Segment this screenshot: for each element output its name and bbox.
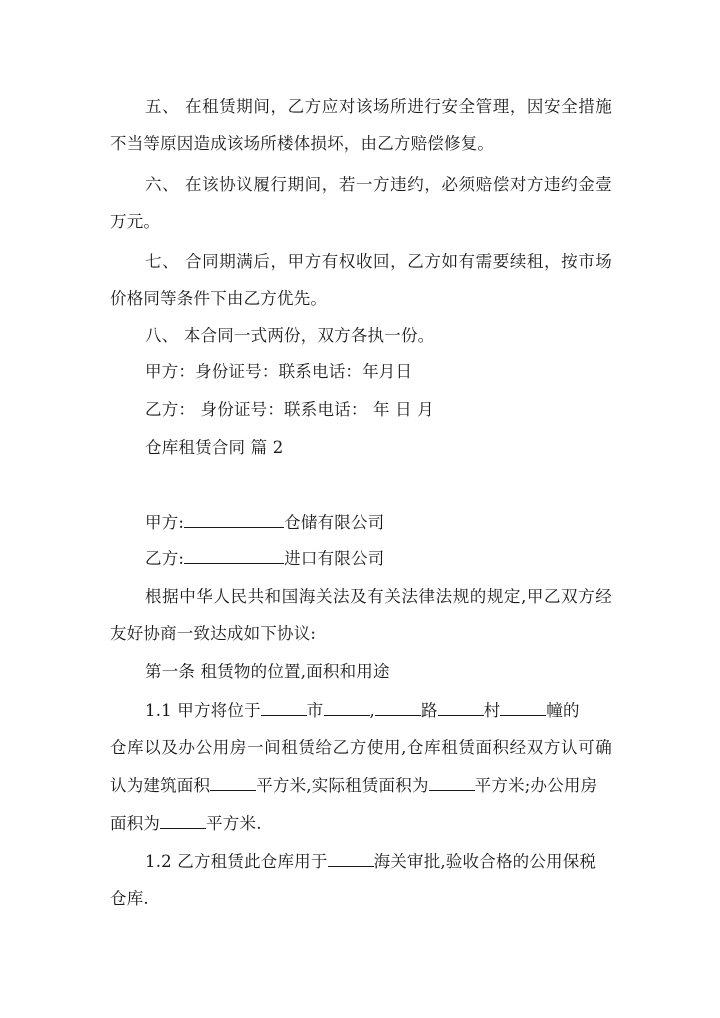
signature-party-a: 甲方：身份证号：联系电话：年月日 (145, 362, 413, 381)
building-blank (500, 700, 546, 716)
article-1-1-line-1 (145, 700, 612, 722)
a11-l4-text-2: 平方米. (206, 814, 262, 833)
a11-text-5: 村 (483, 701, 501, 720)
party-a-line (145, 512, 612, 534)
party-b-blank (184, 548, 284, 564)
a11-text-3: , (369, 701, 375, 720)
clause-7-line-2: 价格同等条件下由乙方优先。 (110, 289, 328, 308)
customs-blank (328, 851, 374, 867)
intro-line-1: 根据中华人民共和国海关法及有关法律法规的规定,甲乙双方经 (145, 587, 612, 606)
a11-l3-text-3: 平方米;办公用房 (474, 776, 598, 795)
party-a-label: 甲方: (145, 513, 185, 532)
article-1-1-line-2: 仓库以及办公用房一间租赁给乙方使用,仓库租赁面积经双方认可确 (110, 738, 612, 757)
signature-party-b: 乙方： 身份证号：联系电话： 年 日 月 (145, 400, 434, 419)
clause-5-line-1: 五、 在租赁期间，乙方应对该场所进行安全管理，因安全措施 (145, 97, 612, 116)
a11-text-1: 1.1 甲方将位于 (145, 701, 261, 720)
a12-text-2: 海关审批,验收合格的公用保税 (373, 852, 597, 871)
a11-text-6: 幢的 (546, 701, 580, 720)
building-area-blank (210, 775, 256, 791)
village-blank (438, 700, 484, 716)
district-blank (324, 700, 370, 716)
article-1-title: 第一条 租赁物的位置,面积和用途 (145, 662, 390, 681)
rental-area-blank (429, 775, 475, 791)
clause-8: 八、 本合同一式两份，双方各执一份。 (145, 326, 435, 345)
a12-text-1: 1.2 乙方租赁此仓库用于 (145, 852, 328, 871)
clause-5-line-2: 不当等原因造成该场所楼体损坏，由乙方赔偿修复。 (110, 134, 495, 153)
a11-text-4: 路 (420, 701, 438, 720)
article-1-1-line-3 (110, 775, 612, 797)
road-name-blank (375, 700, 421, 716)
section-title: 仓库租赁合同 篇 2 (145, 438, 284, 457)
party-b-suffix: 进口有限公司 (284, 549, 385, 568)
office-area-blank (160, 813, 206, 829)
party-b-line (145, 548, 612, 570)
a11-l3-text-1: 认为建筑面积 (110, 776, 211, 795)
article-1-2-line-2: 仓库. (110, 889, 149, 908)
article-1-1-line-4 (110, 813, 612, 835)
party-b-label: 乙方: (145, 549, 185, 568)
article-1-2-line-1 (145, 851, 612, 873)
city-blank (261, 700, 307, 716)
a11-text-2: 市 (306, 701, 324, 720)
clause-7-line-1: 七、 合同期满后，甲方有权收回，乙方如有需要续租，按市场 (145, 252, 612, 271)
clause-6-line-1: 六、 在该协议履行期间，若一方违约，必须赔偿对方违约金壹 (145, 175, 612, 194)
party-a-blank (184, 512, 284, 528)
clause-6-line-2: 万元。 (110, 212, 161, 231)
intro-line-2: 友好协商一致达成如下协议: (110, 624, 317, 643)
a11-l4-text-1: 面积为 (110, 814, 161, 833)
a11-l3-text-2: 平方米,实际租赁面积为 (256, 776, 429, 795)
party-a-suffix: 仓储有限公司 (284, 513, 385, 532)
